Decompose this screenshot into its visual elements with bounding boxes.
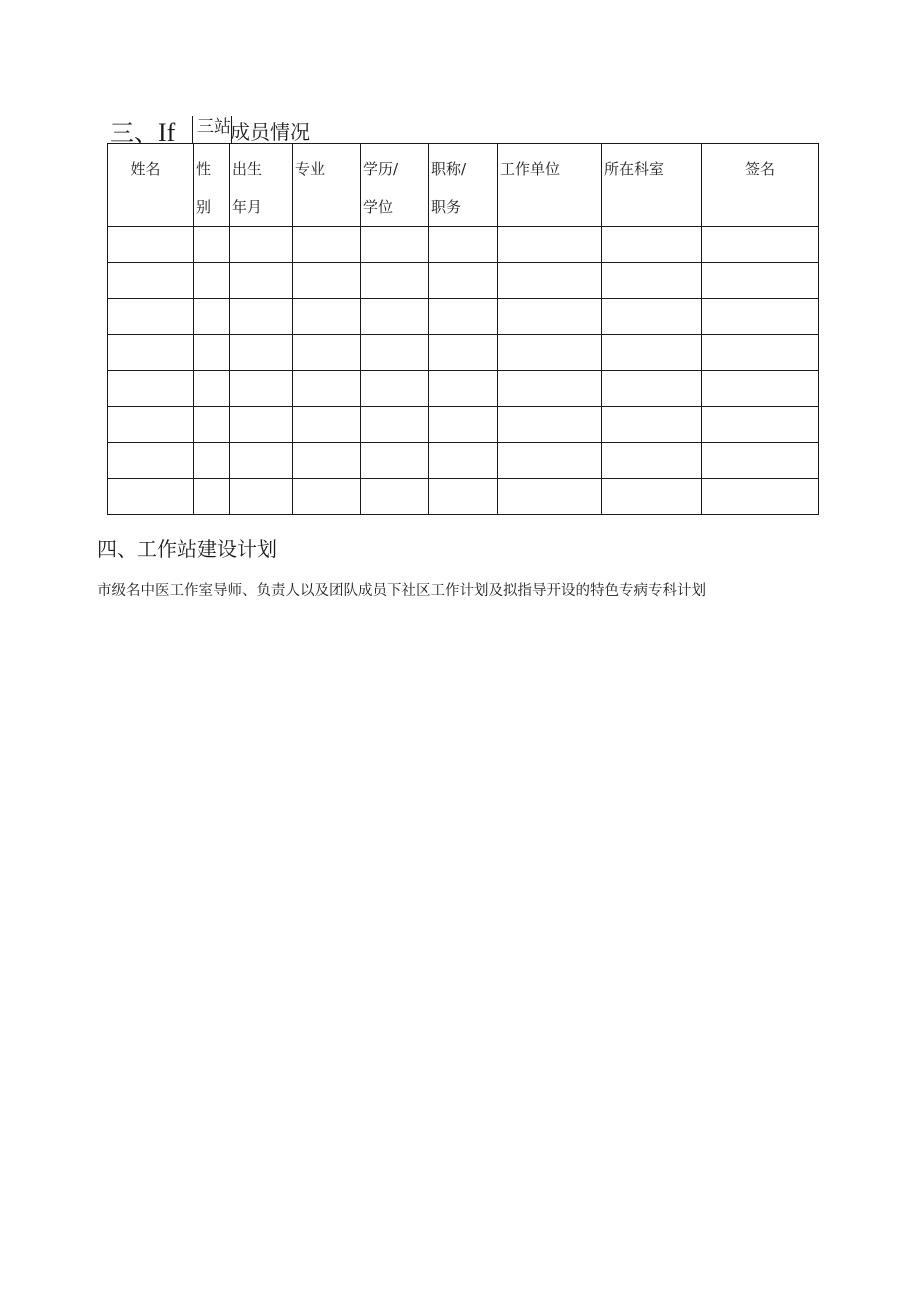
table-cell[interactable] [429, 443, 498, 479]
table-header-row [108, 144, 819, 227]
table-cell[interactable] [429, 263, 498, 299]
table-cell[interactable] [230, 227, 293, 263]
header-name: 姓名 [130, 160, 161, 178]
table-row [108, 407, 819, 443]
table-cell[interactable] [498, 227, 602, 263]
section-3-number: 三、 [110, 119, 158, 147]
table-cell[interactable] [602, 371, 702, 407]
table-cell[interactable] [361, 299, 429, 335]
table-cell[interactable] [429, 335, 498, 371]
table-cell[interactable] [230, 335, 293, 371]
table-cell[interactable] [602, 335, 702, 371]
table-cell[interactable] [108, 335, 194, 371]
table-cell[interactable] [498, 371, 602, 407]
header-cell-department [602, 144, 702, 227]
table-cell[interactable] [293, 407, 361, 443]
members-table [107, 143, 819, 515]
table-row [108, 479, 819, 515]
header-department: 所在科室 [604, 160, 665, 178]
table-cell[interactable] [293, 263, 361, 299]
table-cell[interactable] [702, 299, 819, 335]
table-cell[interactable] [108, 443, 194, 479]
table-cell[interactable] [361, 407, 429, 443]
table-cell[interactable] [361, 227, 429, 263]
header-cell-signature [702, 144, 819, 227]
table-cell[interactable] [602, 479, 702, 515]
header-cell-major [293, 144, 361, 227]
table-cell[interactable] [702, 407, 819, 443]
table-cell[interactable] [498, 335, 602, 371]
table-cell[interactable] [498, 479, 602, 515]
table-cell[interactable] [293, 443, 361, 479]
table-row [108, 443, 819, 479]
header-workplace: 工作单位 [500, 160, 561, 178]
table-cell[interactable] [293, 479, 361, 515]
header-title-line1: 职称/ [431, 160, 467, 178]
table-cell[interactable] [602, 299, 702, 335]
table-cell[interactable] [498, 443, 602, 479]
section-3-latin-fragment: If [158, 118, 176, 147]
table-cell[interactable] [498, 263, 602, 299]
table-cell[interactable] [361, 443, 429, 479]
table-cell[interactable] [108, 263, 194, 299]
table-cell[interactable] [361, 335, 429, 371]
table-row [108, 371, 819, 407]
table-cell[interactable] [108, 371, 194, 407]
table-cell[interactable] [602, 443, 702, 479]
header-birth-line1: 出生 [232, 160, 263, 178]
header-gender-line2: 别 [196, 198, 212, 216]
table-row [108, 299, 819, 335]
header-cell-birth [230, 144, 293, 227]
table-cell[interactable] [702, 479, 819, 515]
table-cell[interactable] [498, 299, 602, 335]
header-major: 专业 [295, 160, 326, 178]
header-cell-workplace [498, 144, 602, 227]
table-cell[interactable] [293, 371, 361, 407]
table-cell[interactable] [108, 227, 194, 263]
table-cell[interactable] [108, 479, 194, 515]
table-cell[interactable] [108, 299, 194, 335]
header-degree-line2: 学位 [363, 198, 394, 216]
header-title [429, 144, 497, 226]
table-cell[interactable] [230, 263, 293, 299]
table-cell[interactable] [194, 407, 230, 443]
table-cell[interactable] [429, 407, 498, 443]
table-cell[interactable] [230, 371, 293, 407]
table-cell[interactable] [230, 479, 293, 515]
header-signature: 签名 [744, 160, 775, 178]
table-cell[interactable] [230, 407, 293, 443]
table-cell[interactable] [498, 407, 602, 443]
table-cell[interactable] [194, 371, 230, 407]
table-cell[interactable] [361, 371, 429, 407]
header-cell-name [108, 144, 194, 227]
header-cell-gender [194, 144, 230, 227]
header-cell-degree [361, 144, 429, 227]
table-cell[interactable] [361, 263, 429, 299]
section-3-boxed-text: 三站 [192, 116, 232, 144]
table-cell[interactable] [702, 263, 819, 299]
section-4-heading: 四、工作站建设计划 [97, 537, 277, 561]
table-row [108, 335, 819, 371]
table-cell[interactable] [429, 227, 498, 263]
table-cell[interactable] [702, 371, 819, 407]
table-cell[interactable] [429, 371, 498, 407]
header-gender-line1: 性 [196, 160, 212, 178]
section-4-paragraph: 市级名中医工作室导师、负责人以及团队成员下社区工作计划及拟指导开设的特色专病专科计划 [97, 583, 706, 599]
table-cell[interactable] [702, 227, 819, 263]
table-cell[interactable] [194, 263, 230, 299]
table-cell[interactable] [361, 479, 429, 515]
table-cell[interactable] [230, 299, 293, 335]
table-cell[interactable] [702, 443, 819, 479]
table-cell[interactable] [602, 263, 702, 299]
table-row [108, 227, 819, 263]
table-cell[interactable] [293, 299, 361, 335]
table-cell[interactable] [230, 443, 293, 479]
table-row [108, 263, 819, 299]
table-cell[interactable] [108, 407, 194, 443]
header-degree [361, 144, 428, 226]
table-cell[interactable] [293, 335, 361, 371]
header-cell-title [429, 144, 498, 227]
header-title-line2: 职务 [431, 198, 462, 216]
header-birth-line2: 年月 [232, 198, 263, 216]
header-birth [230, 144, 292, 226]
header-degree-line1: 学历/ [363, 160, 399, 178]
table-cell[interactable] [194, 443, 230, 479]
table-cell[interactable] [602, 407, 702, 443]
table-cell[interactable] [293, 227, 361, 263]
table-cell[interactable] [194, 299, 230, 335]
table-cell[interactable] [702, 335, 819, 371]
table-cell[interactable] [429, 479, 498, 515]
header-gender [194, 144, 229, 226]
table-cell[interactable] [194, 479, 230, 515]
table-cell[interactable] [602, 227, 702, 263]
table-cell[interactable] [194, 227, 230, 263]
table-cell[interactable] [429, 299, 498, 335]
section-3-title-rest: 成员情况 [230, 120, 310, 144]
table-cell[interactable] [194, 335, 230, 371]
